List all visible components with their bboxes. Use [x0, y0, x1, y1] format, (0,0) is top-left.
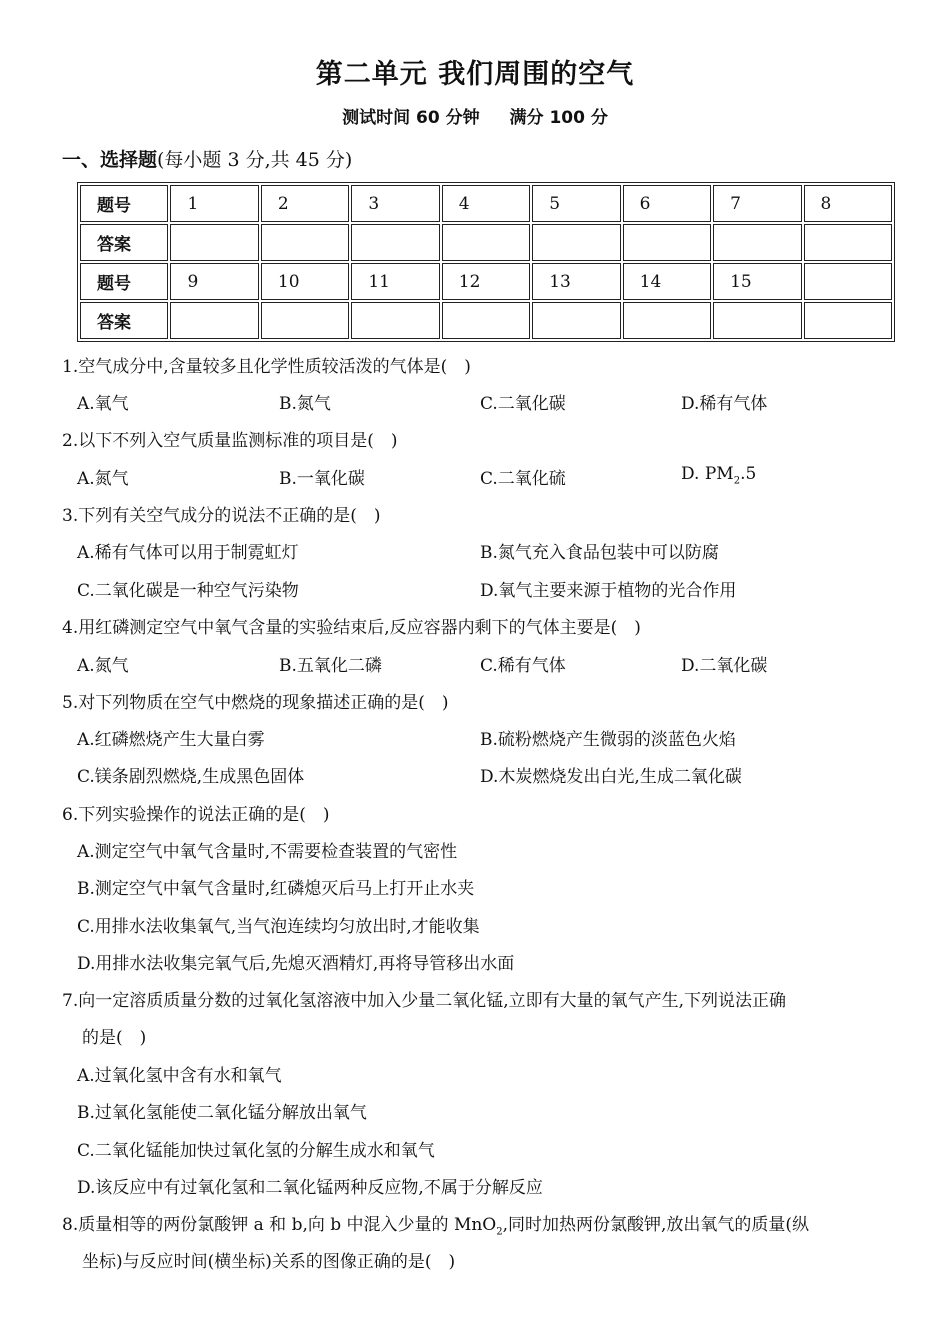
option-text: .5	[740, 464, 757, 484]
row-label: 题号	[80, 263, 168, 300]
answer-cell[interactable]	[261, 224, 349, 261]
question-4-option-d[interactable]: D.二氧化碳	[681, 656, 768, 676]
question-7-option-b[interactable]: B.过氧化氢能使二氧化锰分解放出氧气	[77, 1103, 367, 1123]
row-label: 答案	[80, 224, 168, 261]
question-3-option-a[interactable]: A.稀有气体可以用于制霓虹灯	[77, 543, 299, 563]
question-1-option-d[interactable]: D.稀有气体	[681, 394, 768, 414]
test-time: 测试时间 60 分钟	[342, 108, 480, 128]
question-2-stem: 2.以下不列入空气质量监测标准的项目是( )	[62, 431, 398, 451]
answer-cell[interactable]	[442, 224, 530, 261]
question-number: 1	[170, 185, 258, 222]
question-number: 4	[442, 185, 530, 222]
table-row	[80, 224, 892, 261]
answer-cell[interactable]	[713, 224, 801, 261]
question-number: 13	[532, 263, 620, 300]
answer-cell[interactable]	[623, 224, 711, 261]
row-label: 题号	[80, 185, 168, 222]
question-number: 6	[623, 185, 711, 222]
question-5-option-a[interactable]: A.红磷燃烧产生大量白雾	[77, 730, 265, 750]
question-1-option-b[interactable]: B.氮气	[279, 394, 331, 414]
question-3-stem: 3.下列有关空气成分的说法不正确的是( )	[62, 506, 381, 526]
answer-cell[interactable]	[442, 302, 530, 339]
question-2-option-c[interactable]: C.二氧化硫	[480, 469, 566, 489]
question-7-stem: 7.向一定溶质质量分数的过氧化氢溶液中加入少量二氧化锰,立即有大量的氧气产生,下列说法正确	[62, 991, 787, 1011]
answer-cell[interactable]	[804, 302, 893, 339]
question-number: 2	[261, 185, 349, 222]
question-number	[804, 263, 893, 300]
question-5-option-d[interactable]: D.木炭燃烧发出白光,生成二氧化碳	[480, 767, 742, 787]
test-info	[0, 103, 950, 128]
question-1-option-a[interactable]: A.氧气	[77, 394, 129, 414]
question-7-option-d[interactable]: D.该反应中有过氧化氢和二氧化锰两种反应物,不属于分解反应	[77, 1178, 543, 1198]
answer-cell[interactable]	[713, 302, 801, 339]
question-number: 15	[713, 263, 801, 300]
question-1-stem: 1.空气成分中,含量较多且化学性质较活泼的气体是( )	[62, 357, 471, 377]
question-2-option-d[interactable]	[681, 464, 756, 486]
question-2-option-a[interactable]: A.氮气	[77, 469, 129, 489]
answer-cell[interactable]	[351, 302, 439, 339]
table-row	[80, 185, 892, 222]
answer-table	[77, 182, 895, 342]
stem-text: ,同时加热两份氯酸钾,放出氧气的质量(纵	[502, 1215, 810, 1235]
question-4-stem: 4.用红磷测定空气中氧气含量的实验结束后,反应容器内剩下的气体主要是( )	[62, 618, 641, 638]
section-title: 一、选择题	[62, 149, 158, 171]
section-note: (每小题 3 分,共 45 分)	[157, 149, 353, 171]
question-4-option-c[interactable]: C.稀有气体	[480, 656, 566, 676]
question-6-stem: 6.下列实验操作的说法正确的是( )	[62, 805, 330, 825]
question-8-stem-continued: 坐标)与反应时间(横坐标)关系的图像正确的是( )	[82, 1252, 456, 1272]
question-8-stem	[62, 1210, 809, 1237]
question-6-option-c[interactable]: C.用排水法收集氧气,当气泡连续均匀放出时,才能收集	[77, 917, 480, 937]
row-label: 答案	[80, 302, 168, 339]
subscript: 2	[733, 475, 741, 487]
question-4-option-b[interactable]: B.五氧化二磷	[279, 656, 382, 676]
answer-cell[interactable]	[804, 224, 893, 261]
subscript: 2	[496, 1226, 503, 1238]
question-3-option-b[interactable]: B.氮气充入食品包装中可以防腐	[480, 543, 719, 563]
question-5-stem: 5.对下列物质在空气中燃烧的现象描述正确的是( )	[62, 693, 449, 713]
full-score: 满分 100 分	[509, 108, 608, 128]
question-5-option-b[interactable]: B.硫粉燃烧产生微弱的淡蓝色火焰	[480, 730, 736, 750]
question-number: 7	[713, 185, 801, 222]
question-5-option-c[interactable]: C.镁条剧烈燃烧,生成黑色固体	[77, 767, 305, 787]
question-4-option-a[interactable]: A.氮气	[77, 656, 129, 676]
answer-cell[interactable]	[170, 224, 258, 261]
question-number: 5	[532, 185, 620, 222]
question-6-option-d[interactable]: D.用排水法收集完氧气后,先熄灭酒精灯,再将导管移出水面	[77, 954, 515, 974]
page-title: 第二单元 我们周围的空气	[315, 59, 635, 90]
question-7-option-a[interactable]: A.过氧化氢中含有水和氧气	[77, 1066, 282, 1086]
question-1-option-c[interactable]: C.二氧化碳	[480, 394, 566, 414]
table-row	[80, 263, 892, 300]
option-text: D. PM	[681, 464, 734, 484]
question-3-option-d[interactable]: D.氧气主要来源于植物的光合作用	[480, 581, 737, 601]
question-number: 3	[351, 185, 439, 222]
question-number: 14	[623, 263, 711, 300]
answer-cell[interactable]	[351, 224, 439, 261]
question-2-option-b[interactable]: B.一氧化碳	[279, 469, 365, 489]
answer-cell[interactable]	[623, 302, 711, 339]
answer-cell[interactable]	[170, 302, 258, 339]
answer-cell[interactable]	[532, 224, 620, 261]
question-number: 8	[804, 185, 893, 222]
question-number: 9	[170, 263, 258, 300]
stem-text: 8.质量相等的两份氯酸钾 a 和 b,向 b 中混入少量的 MnO	[62, 1215, 497, 1235]
question-number: 10	[261, 263, 349, 300]
answer-cell[interactable]	[532, 302, 620, 339]
question-6-option-b[interactable]: B.测定空气中氧气含量时,红磷熄灭后马上打开止水夹	[77, 879, 475, 899]
question-6-option-a[interactable]: A.测定空气中氧气含量时,不需要检查装置的气密性	[77, 842, 458, 862]
question-number: 12	[442, 263, 530, 300]
question-number: 11	[351, 263, 439, 300]
answer-cell[interactable]	[261, 302, 349, 339]
table-row	[80, 302, 892, 339]
section-heading	[62, 145, 352, 172]
question-3-option-c[interactable]: C.二氧化碳是一种空气污染物	[77, 581, 299, 601]
question-7-stem-continued: 的是( )	[82, 1028, 147, 1048]
question-7-option-c[interactable]: C.二氧化锰能加快过氧化氢的分解生成水和氧气	[77, 1141, 435, 1161]
